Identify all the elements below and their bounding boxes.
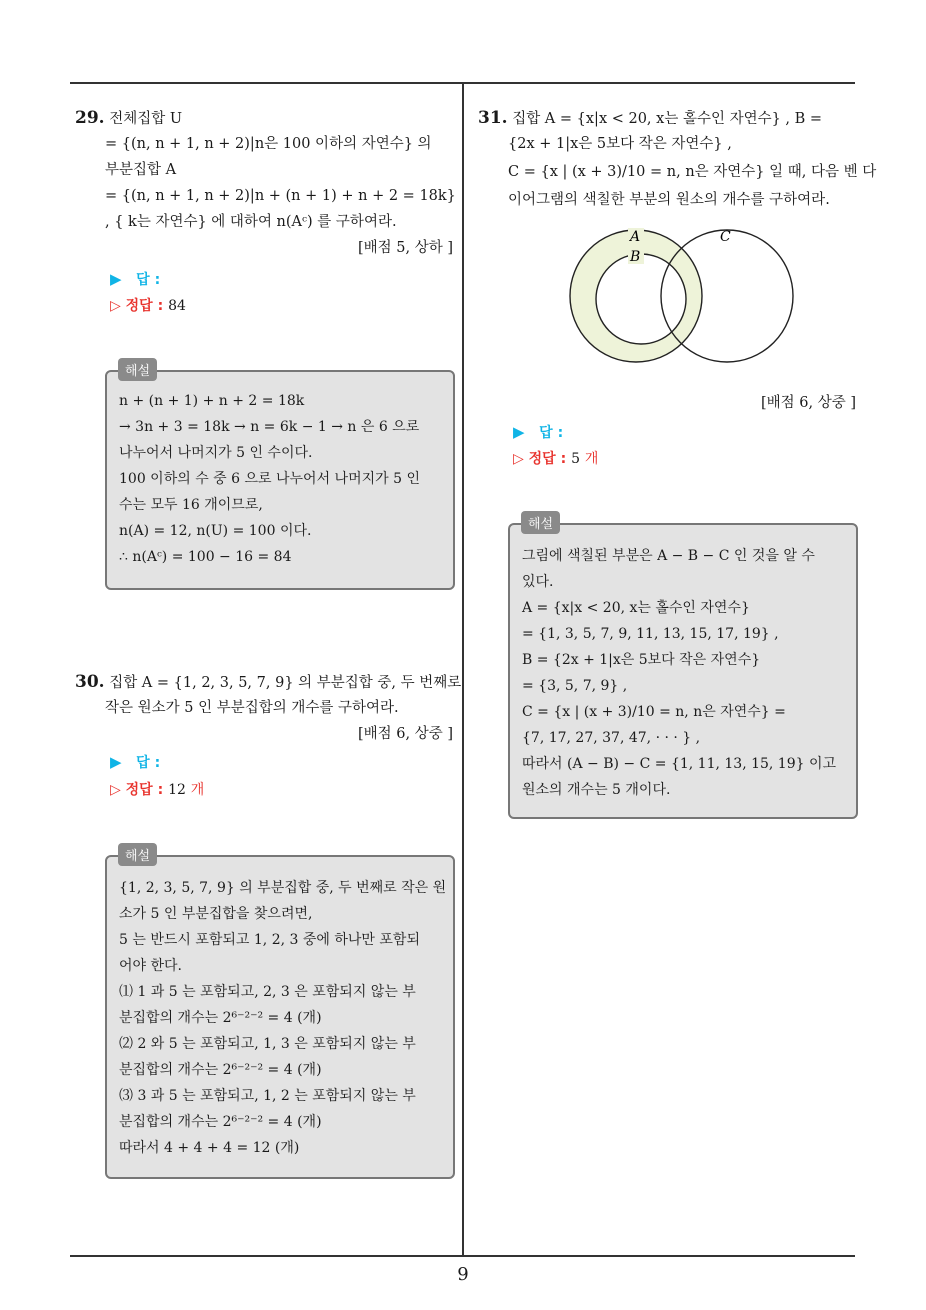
- explanation-line: = {3, 5, 7, 9} ,: [522, 678, 628, 694]
- explanation-line: 그림에 색칠된 부분은 A − B − C 인 것을 알 수: [522, 548, 815, 564]
- question-text-line: C = {x | (x + 3)/10 = n, n은 자연수} 일 때, 다음 벤 다: [508, 164, 877, 180]
- venn-label-a: A: [630, 229, 641, 245]
- key-unit: 개: [584, 451, 599, 467]
- score-label: [배점 6, 상중 ]: [760, 395, 856, 411]
- question-text-line: 이어그램의 색칠한 부분의 원소의 개수를 구하여라.: [508, 192, 830, 208]
- explanation-box: [105, 370, 455, 590]
- answer-label: 답 :: [539, 425, 564, 441]
- explanation-line: 5 는 반드시 포함되고 1, 2, 3 중에 하나만 포함되: [119, 932, 420, 948]
- explanation-line: 원소의 개수는 5 개이다.: [522, 782, 671, 798]
- explanation-tag: 해설: [118, 358, 157, 381]
- venn-label-c: C: [720, 229, 731, 245]
- question-text-line: 전체집합 U: [109, 111, 183, 127]
- venn-circle-c: [661, 230, 793, 362]
- key-row: [110, 779, 204, 799]
- explanation-line: B = {2x + 1|x은 5보다 작은 자연수}: [522, 652, 761, 668]
- question-text-line: 작은 원소가 5 인 부분집합의 개수를 구하여라.: [105, 700, 399, 716]
- score-label: [배점 6, 상중 ]: [357, 726, 453, 742]
- explanation-line: ∴ n(Aᶜ) = 100 − 16 = 84: [119, 549, 292, 565]
- key-label: 정답 :: [125, 298, 164, 314]
- answer-row: [110, 269, 160, 289]
- explanation-line: 분집합의 개수는 2⁶⁻²⁻² = 4 (개): [119, 1010, 322, 1026]
- answer-label: 답 :: [136, 755, 161, 771]
- explanation-line: n(A) = 12, n(U) = 100 이다.: [119, 523, 312, 539]
- explanation-line: A = {x|x < 20, x는 홀수인 자연수}: [522, 600, 750, 616]
- venn-diagram: [560, 222, 810, 382]
- score-label: [배점 5, 상하 ]: [357, 240, 453, 256]
- explanation-line: 어야 한다.: [119, 958, 182, 974]
- explanation-line: 분집합의 개수는 2⁶⁻²⁻² = 4 (개): [119, 1062, 322, 1078]
- triangle-outline-icon: ▷: [513, 451, 524, 467]
- key-value: 5: [571, 451, 580, 467]
- page-number: 9: [457, 1264, 469, 1285]
- q30-first-line: [75, 671, 461, 694]
- question-text-line: 집합 A = {1, 2, 3, 5, 7, 9} 의 부분집합 중, 두 번째로: [109, 675, 462, 691]
- explanation-line: 분집합의 개수는 2⁶⁻²⁻² = 4 (개): [119, 1114, 322, 1130]
- triangle-filled-icon: ▶: [110, 270, 122, 288]
- explanation-line: = {1, 3, 5, 7, 9, 11, 13, 15, 17, 19} ,: [522, 626, 779, 642]
- q29-first-line: [75, 107, 182, 130]
- key-value: 12: [168, 782, 186, 798]
- key-label: 정답 :: [125, 782, 164, 798]
- explanation-tag: 해설: [118, 843, 157, 866]
- triangle-outline-icon: ▷: [110, 298, 121, 314]
- explanation-tag: 해설: [521, 511, 560, 534]
- explanation-line: ⑵ 2 와 5 는 포함되고, 1, 3 은 포함되지 않는 부: [119, 1036, 416, 1052]
- question-text-line: = {(n, n + 1, n + 2)|n은 100 이하의 자연수} 의: [105, 136, 432, 152]
- answer-label: 답 :: [136, 272, 161, 288]
- key-label: 정답 :: [528, 451, 567, 467]
- explanation-line: {7, 17, 27, 37, 47, · · · } ,: [522, 730, 701, 746]
- explanation-line: ⑴ 1 과 5 는 포함되고, 2, 3 은 포함되지 않는 부: [119, 984, 416, 1000]
- explanation-line: {1, 2, 3, 5, 7, 9} 의 부분집합 중, 두 번째로 작은 원: [119, 880, 447, 896]
- question-text-line: = {(n, n + 1, n + 2)|n + (n + 1) + n + 2 = 18k}: [105, 188, 456, 204]
- explanation-line: 소가 5 인 부분집합을 찾으려면,: [119, 906, 313, 922]
- explanation-line: 나누어서 나머지가 5 인 수이다.: [119, 445, 313, 461]
- key-value: 84: [168, 298, 186, 314]
- answer-row: [513, 422, 563, 442]
- explanation-line: 따라서 4 + 4 + 4 = 12 (개): [119, 1140, 300, 1156]
- question-text-line: {2x + 1|x은 5보다 작은 자연수} ,: [508, 136, 732, 152]
- answer-row: [110, 752, 160, 772]
- question-text-line: 집합 A = {x|x < 20, x는 홀수인 자연수} , B =: [512, 111, 823, 127]
- key-row: [110, 295, 186, 315]
- explanation-box: [105, 855, 455, 1179]
- explanation-line: → 3n + 3 = 18k → n = 6k − 1 → n 은 6 으로: [119, 419, 420, 435]
- bottom-rule: [70, 1255, 855, 1257]
- triangle-filled-icon: ▶: [110, 753, 122, 771]
- question-text-line: , { k는 자연수} 에 대하여 n(Aᶜ) 를 구하여라.: [105, 214, 397, 230]
- explanation-line: C = {x | (x + 3)/10 = n, n은 자연수} =: [522, 704, 786, 720]
- key-row: [513, 448, 598, 468]
- explanation-line: ⑶ 3 과 5 는 포함되고, 1, 2 는 포함되지 않는 부: [119, 1088, 416, 1104]
- explanation-line: 있다.: [522, 574, 554, 590]
- question-number: 30.: [75, 672, 105, 692]
- column-divider: [462, 83, 464, 1255]
- venn-circle-b: [596, 254, 686, 344]
- q31-first-line: [478, 107, 822, 130]
- triangle-outline-icon: ▷: [110, 782, 121, 798]
- explanation-box: [508, 523, 858, 819]
- triangle-filled-icon: ▶: [513, 423, 525, 441]
- question-number: 31.: [478, 108, 508, 128]
- explanation-line: 따라서 (A − B) − C = {1, 11, 13, 15, 19} 이고: [522, 756, 837, 772]
- question-text-line: 부분집합 A: [105, 162, 177, 178]
- venn-label-b: B: [630, 249, 641, 265]
- explanation-line: 100 이하의 수 중 6 으로 나누어서 나머지가 5 인: [119, 471, 420, 487]
- question-number: 29.: [75, 108, 105, 128]
- explanation-line: 수는 모두 16 개이므로,: [119, 497, 263, 513]
- key-unit: 개: [190, 782, 205, 798]
- explanation-line: n + (n + 1) + n + 2 = 18k: [119, 393, 305, 409]
